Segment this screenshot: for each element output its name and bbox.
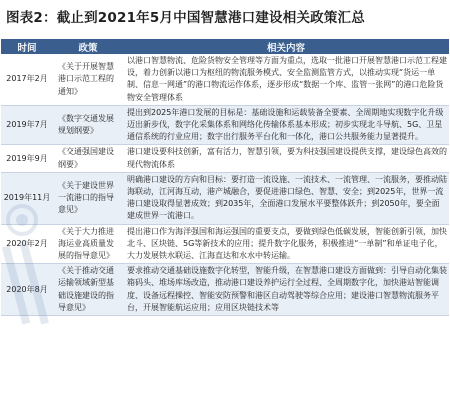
- row-policy: 《数字交通发展规划纲要》: [53, 105, 123, 145]
- row-content: 要求推动交通基础设施数字化转型，智能升级，在智慧港口建设方面做到：引导自动化集装箱码头、堆场库场改造，推动港口建设养护运行全过程、全周期数字化，加快港站智能调度、设备远程操控、智能安防预警和港区自动驾驶等综合应用；建设港口智慧物流服务平台，开展智能航运应用；应用区块链技术等: [123, 264, 449, 316]
- row-time: 2020年8月: [1, 264, 53, 316]
- table-header-row: [1, 39, 449, 54]
- row-time: 2020年2月: [1, 224, 53, 264]
- figure-title: 图表2：截止到2021年5月中国智慧港口建设相关政策汇总: [6, 10, 365, 26]
- row-policy: 《关于建设世界一流港口的指导意见》: [53, 172, 123, 224]
- row-time: 2019年11月: [1, 172, 53, 224]
- table-row: [1, 105, 449, 145]
- header-content: 相关内容: [123, 39, 449, 54]
- row-time: 2017年2月: [1, 54, 53, 105]
- row-policy: 《关于推动交通运输领域新型基础设施建设的指导意见》: [53, 264, 123, 316]
- table-row: [1, 172, 449, 224]
- table-row: [1, 145, 449, 172]
- row-policy: 《关于大力推进海运业高质量发展的指导意见》: [53, 224, 123, 264]
- table-row: [1, 224, 449, 264]
- row-policy: 《关于开展智慧港口示范工程的通知》: [53, 54, 123, 105]
- row-time: 2019年7月: [1, 105, 53, 145]
- row-content: 港口建设要科技创新，富有活力，智慧引领，要为科技强国建设提供支撑，建设绿色高效的现代物流体系: [123, 145, 449, 172]
- row-content: 提出港口作为海洋强国和海运强国的重要支点，要做到绿色低碳发展，智能创新引领，加快北斗、区块链、5G等新技术的应用；提升数字化服务，积极推进“一单制”和单证电子化，大力发展铁水联运、江海直达和水水中转运输。: [123, 224, 449, 264]
- row-time: 2019年9月: [1, 145, 53, 172]
- row-content: 明确港口建设的方向和目标：要打造一流设施、一流技术、一流管理、一流服务，要推动陆海联动，江河海互动，港产城融合，要促进港口绿色、智慧、安全；到2025年，世界一流港口建设取得显著成效；到2035年，全面港口发展水平要整体跃升；到2050年，要全面建成世界一流港口。: [123, 172, 449, 224]
- policy-table: [1, 39, 449, 316]
- header-policy: 政策: [53, 39, 123, 54]
- header-time: 时间: [1, 39, 53, 54]
- row-content: 提出到2025年港口发展的目标是：基础设施和运载装备全要素、全周期地实现数字化升级迈出新步伐，数字化采集体系和网络化传输体系基本形成；初步实现北斗导航、5G、卫星通信系统的行业应用；数字出行服务平台化和一体化，港口公共服务能力显著提升。: [123, 105, 449, 145]
- row-policy: 《交通强国建设纲要》: [53, 145, 123, 172]
- row-content: 以港口智慧物流、危险货物安全管理等方面为重点，选取一批港口开展智慧港口示范工程建设，着力创新以港口为枢纽的物流服务模式、安全监测监管方式，以推动实现“货运一单制、信息一网通”的港口物流运作体系，逐步形成“数据一个库、监管一张网”的港口危险货物安全管理体系: [123, 54, 449, 105]
- table-row: [1, 54, 449, 105]
- table-row: [1, 264, 449, 316]
